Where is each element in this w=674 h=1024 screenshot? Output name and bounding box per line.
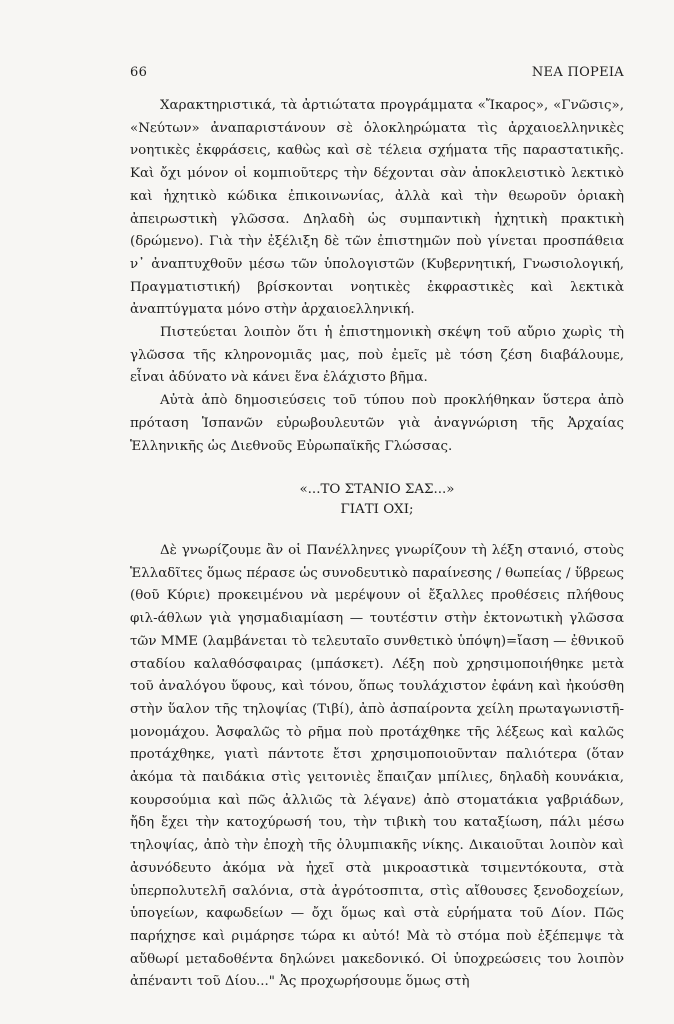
section-title-line: ΓΙΑΤΙ ΟΧΙ; [340,502,414,517]
page-header [130,65,624,80]
section-title-line: «...ΤΟ ΣΤΑΝΙΟ ΣΑΣ...» [299,482,455,497]
paragraph: Πιστεύεται λοιπὸν ὅτι ἡ ἐπιστημονικὴ σκέψη τοῦ αὔριο χωρὶς τὴ γλῶσσα τῆς κληρονομιᾶς μας, ποὺ ἐμεῖς μὲ τόση ζέση διαβάλουμε, εἶναι ἀδύνατο νὰ κάνει ἕνα ἐλάχιστο βῆμα. [130,325,624,386]
article-body-top [130,95,624,458]
article-body-bottom [130,540,624,994]
page-number: 66 [130,65,148,80]
paragraph: Αὐτὰ ἀπὸ δημοσιεύσεις τοῦ τύπου ποὺ προκλήθηκαν ὕστερα ἀπὸ πρόταση Ἱσπανῶν εὐρωβουλευτῶν γιὰ ἀναγνώριση τῆς Ἀρχαίας Ἑλληνικῆς ὡς Διεθνοῦς Εὐρωπαϊκῆς Γλώσσας. [130,393,624,454]
paragraph: Χαρακτηριστικά, τὰ ἀρτιώτατα πρoγράμματα «Ἴκαρος», «Γνῶσις», «Νεύτων» ἀναπαριστάνουν σὲ ὁλοκληρώματα τὶς ἀρχαιοελληνικὲς νοητικὲς ἐκφράσεις, καθὼς καὶ σὲ τέλεια σχήματα τῆς παραστατικῆς. Καὶ ὄχι μόνον οἱ κομπιοῦτερς τὴν δέχονται σὰν ἀποκλειστικὸ λεκτικὸ καὶ ἠχητικὸ κώδικα ἐπικοινωνίας, ἀλλὰ καὶ τὴν θεωροῦν ὁριακὴ ἀπειρωστικὴ γλῶσσα. Δηλαδὴ ὡς συμπαντικὴ ἠχητικὴ πρακτικὴ (δρώμενο). Γιὰ τὴν ἐξέλιξη δὲ τῶν ἐπιστημῶν ποὺ γίνεται προσπάθεια ν᾽ ἀναπτυχθοῦν μέσω τῶν ὑπολογιστῶν (Κυβερνητική, Γνωσιολογική, Πραγματιστική) βρίσκονται νοητικὲς ἐκφραστικὲς καὶ λεκτικὰ ἀναπτύγματα μόνο στὴν ἀρχαιοελληνική. [130,98,624,318]
paragraph: Δὲ γνωρίζουμε ἂν οἱ Πανέλληνες γνωρίζουν τὴ λέξη στανιό, στοὺς Ἑλλαδῖτες ὅμως πέρασε ὡς συνοδευτικὸ παραίνεσης / θωπείας / ὕβρεως (θοῦ Κύριε) προκειμένου νὰ μερέψουν οἱ ἔξαλλες προθέσεις πλήθους φιλ-άθλων γιὰ γησμαδιαμίαση — τουτέστιν στὴν ἐκτονωτικὴ γλῶσσα τῶν ΜΜΕ (λαμβάνεται τὸ τελευταῖο συνθετικὸ ὑπόψη)=ἴαση — ἐθνικοῦ σταδίου καλαθόσφαιρας (μπάσκετ). Λέξη ποὺ χρησιμοποιήθηκε μετὰ τοῦ ἀναλόγου ὕφους, καὶ τόνου, ὅπως τουλάχιστον ἐφάνη καὶ ἠκούσθη στὴν ὕαλον τῆς τηλοψίας (Τιβί), ἀπὸ ἀσπαίροντα χείλη πρωταγωνιστῆ-μονομάχου. Ἀσφαλῶς τὸ ρῆμα ποὺ προτάχθηκε τῆς λέξεως καὶ καλῶς προτάχθηκε, γιατὶ πάντοτε ἔτσι χρησιμοποιοῦνταν παλιότερα (ὅταν ἀκόμα τὰ παιδάκια στὶς γειτονιὲς ἔπαιζαν μπίλιες, δηλαδὴ κουνάκια, κουρσούμια καὶ πῶς ἀλλιῶς τὰ λέγανε) ἀπὸ στοματάκια γαβριάδων, ἤδη ἔχει τὴν κατοχύρωσή του, τὴν τιβικὴ του καταξίωση, πάλι μέσω τηλοψίας, ἀπὸ τὴν ἐποχὴ τῆς ὀλυμπιακῆς νίκης. Δικαιοῦται λοιπὸν καὶ ἀσυνόδευτο ἀκόμα νὰ ἠχεῖ στὰ μικροαστικὰ τσιμεντόκουτα, στὰ ὑπερπολυτελῆ σαλόνια, στὰ ἀγρότοσπιτα, στὶς αἴθουσες ξενοδοχείων, ὑπογείων, καφωδείων — ὄχι ὅμως καὶ στὰ εὑρήματα τοῦ Δίον. Πῶς παρήχησε καὶ ριμάρησε τώρα κι αὐτό! Μὰ τὸ στόμα ποὺ ἐξέπεμψε τὰ αὔθωρί μεταδοθέντα δηλώνει μακεδονικό. Οἱ ὑποχρεώσεις του λοιπὸν ἀπέναντι τοῦ Δίου..." Ἀς προχωρήσουμε ὅμως στὴ [130,543,624,990]
running-head: ΝΕΑ ΠΟΡΕΙΑ [531,65,624,80]
section-title [130,480,624,520]
